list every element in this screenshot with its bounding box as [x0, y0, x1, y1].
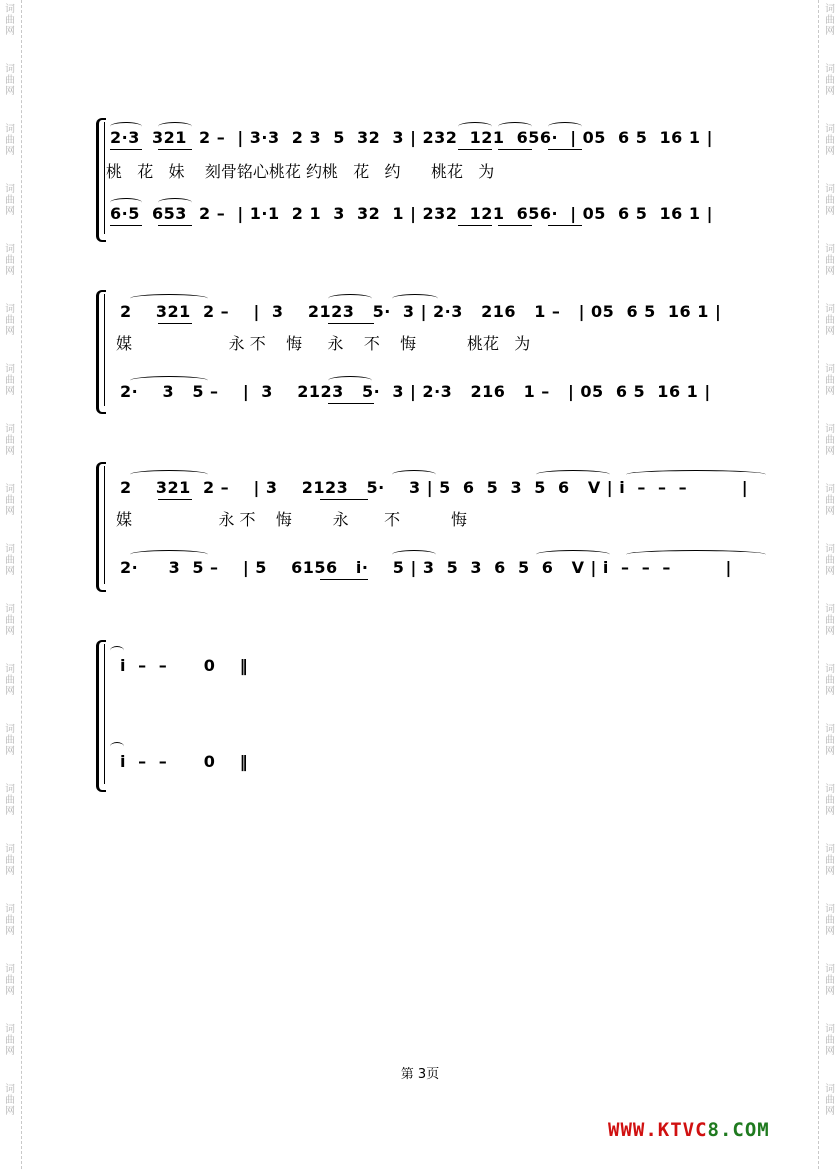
- beam-line: [320, 499, 368, 500]
- slur: [130, 376, 208, 385]
- site-logo[interactable]: [608, 1119, 770, 1141]
- watermark-char: 网: [825, 386, 835, 397]
- watermark-char: 网: [5, 686, 15, 697]
- beam-line: [498, 149, 532, 150]
- page-number: 第 3页: [400, 1067, 440, 1082]
- beam-line: [458, 149, 492, 150]
- watermark-char: 词: [5, 664, 15, 675]
- watermark-char: 曲: [5, 915, 15, 926]
- watermark-char: 曲: [5, 975, 15, 986]
- watermark-char: 网: [825, 1106, 835, 1117]
- watermark-mark: [822, 544, 838, 577]
- beam-line: [158, 323, 192, 324]
- watermark-char: 曲: [825, 675, 835, 686]
- tie: [110, 742, 124, 751]
- site-logo-text: WWW.KTVC: [608, 1119, 708, 1141]
- upper-voice-notes: i – – 0 ‖: [120, 656, 249, 675]
- system-bracket-line: [104, 122, 105, 234]
- watermark-char: 曲: [825, 1035, 835, 1046]
- score-system-2: [96, 290, 776, 412]
- watermark-mark: [2, 304, 18, 337]
- watermark-mark: [2, 784, 18, 817]
- watermark-char: 网: [5, 26, 15, 37]
- site-logo-highlight: 8.COM: [707, 1119, 770, 1141]
- system-bracket-line: [104, 294, 105, 406]
- system-bracket-line: [104, 466, 105, 584]
- watermark-char: 词: [825, 784, 835, 795]
- watermark-mark: [822, 724, 838, 757]
- watermark-mark: [2, 844, 18, 877]
- watermark-mark: [822, 424, 838, 457]
- watermark-mark: [822, 784, 838, 817]
- watermark-char: 曲: [825, 1095, 835, 1106]
- slur: [130, 550, 208, 559]
- watermark-char: 网: [825, 446, 835, 457]
- watermark-char: 词: [825, 844, 835, 855]
- watermark-char: 词: [5, 784, 15, 795]
- watermark-char: 词: [5, 604, 15, 615]
- beam-line: [110, 149, 142, 150]
- watermark-char: 曲: [5, 195, 15, 206]
- watermark-char: 网: [825, 686, 835, 697]
- slur: [130, 470, 208, 479]
- watermark-mark: [822, 184, 838, 217]
- watermark-char: 词: [825, 964, 835, 975]
- watermark-mark: [822, 124, 838, 157]
- lower-voice-notes: 6·5 653 2 – | 1·1 2 1 3 32 1 | 232 121 656· | 05 6 5 16 1 |: [110, 204, 713, 223]
- watermark-char: 曲: [5, 135, 15, 146]
- watermark-char: 曲: [5, 615, 15, 626]
- watermark-char: 网: [5, 866, 15, 877]
- watermark-char: 词: [5, 724, 15, 735]
- score-system-4: [96, 640, 776, 790]
- watermark-char: 网: [5, 1046, 15, 1057]
- watermark-mark: [2, 964, 18, 997]
- watermark-char: 曲: [5, 1095, 15, 1106]
- watermark-mark: [2, 124, 18, 157]
- watermark-mark: [822, 64, 838, 97]
- watermark-char: 网: [825, 146, 835, 157]
- slur: [626, 470, 766, 479]
- watermark-char: 曲: [5, 255, 15, 266]
- slur: [130, 294, 208, 303]
- slur: [536, 470, 610, 479]
- beam-line: [320, 579, 368, 580]
- watermark-char: 曲: [825, 135, 835, 146]
- watermark-char: 网: [5, 326, 15, 337]
- watermark-char: 网: [825, 566, 835, 577]
- watermark-char: 词: [5, 364, 15, 375]
- watermark-char: 词: [825, 184, 835, 195]
- watermark-char: 词: [5, 904, 15, 915]
- slur: [626, 550, 766, 559]
- watermark-char: 曲: [5, 675, 15, 686]
- score-system-1: [96, 118, 776, 240]
- watermark-mark: [822, 964, 838, 997]
- watermark-mark: [2, 544, 18, 577]
- slur: [328, 376, 372, 385]
- slur: [392, 550, 436, 559]
- watermark-char: 词: [825, 64, 835, 75]
- watermark-mark: [822, 604, 838, 637]
- watermark-char: 词: [825, 244, 835, 255]
- watermark-char: 词: [825, 364, 835, 375]
- watermark-mark: [822, 304, 838, 337]
- slur: [328, 294, 372, 303]
- watermark-char: 词: [825, 124, 835, 135]
- watermark-char: 曲: [825, 435, 835, 446]
- watermark-mark: [822, 664, 838, 697]
- score-system-3: [96, 462, 776, 590]
- watermark-char: 网: [825, 1046, 835, 1057]
- left-page-border: [21, 0, 22, 1169]
- watermark-mark: [822, 1024, 838, 1057]
- watermark-char: 词: [5, 484, 15, 495]
- watermark-char: 网: [825, 506, 835, 517]
- watermark-char: 词: [5, 424, 15, 435]
- slur: [110, 198, 142, 207]
- slur: [498, 122, 532, 131]
- slur: [158, 198, 192, 207]
- watermark-char: 曲: [825, 315, 835, 326]
- watermark-mark: [2, 244, 18, 277]
- watermark-char: 词: [825, 724, 835, 735]
- watermark-char: 曲: [825, 855, 835, 866]
- watermark-char: 曲: [825, 255, 835, 266]
- watermark-char: 曲: [5, 735, 15, 746]
- watermark-char: 曲: [825, 555, 835, 566]
- watermark-char: 词: [5, 184, 15, 195]
- watermark-char: 曲: [825, 375, 835, 386]
- beam-line: [110, 225, 142, 226]
- watermark-mark: [2, 904, 18, 937]
- slur: [110, 122, 142, 131]
- watermark-char: 词: [5, 844, 15, 855]
- lyrics-line: 媒 永 不 悔 永 不 悔: [116, 510, 468, 529]
- watermark-mark: [822, 1084, 838, 1117]
- watermark-mark: [2, 424, 18, 457]
- watermark-char: 曲: [825, 615, 835, 626]
- watermark-char: 曲: [825, 195, 835, 206]
- watermark-char: 网: [5, 386, 15, 397]
- watermark-char: 曲: [825, 735, 835, 746]
- watermark-char: 网: [825, 206, 835, 217]
- watermark-char: 曲: [5, 15, 15, 26]
- watermark-char: 词: [825, 1024, 835, 1035]
- watermark-mark: [2, 4, 18, 37]
- upper-voice-notes: 2 321 2 – | 3 2123 5· 3 | 5 6 5 3 5 6 V | i – – – |: [120, 478, 749, 497]
- watermark-char: 网: [5, 1106, 15, 1117]
- watermark-char: 曲: [825, 495, 835, 506]
- beam-line: [498, 225, 532, 226]
- slur: [536, 550, 610, 559]
- watermark-mark: [822, 904, 838, 937]
- watermark-mark: [2, 484, 18, 517]
- watermark-char: 网: [5, 926, 15, 937]
- watermark-char: 词: [825, 664, 835, 675]
- slur: [158, 122, 192, 131]
- right-page-border: [818, 0, 819, 1169]
- watermark-char: 词: [5, 244, 15, 255]
- slur: [392, 470, 436, 479]
- watermark-mark: [2, 604, 18, 637]
- watermark-char: 网: [825, 746, 835, 757]
- system-bracket-line: [104, 644, 105, 784]
- watermark-char: 词: [5, 304, 15, 315]
- beam-line: [328, 403, 374, 404]
- watermark-char: 网: [825, 806, 835, 817]
- watermark-char: 曲: [825, 75, 835, 86]
- watermark-char: 网: [825, 626, 835, 637]
- beam-line: [458, 225, 492, 226]
- watermark-mark: [2, 664, 18, 697]
- watermark-char: 网: [5, 806, 15, 817]
- watermark-mark: [822, 844, 838, 877]
- slur: [392, 294, 438, 303]
- watermark-char: 曲: [5, 495, 15, 506]
- beam-line: [158, 149, 192, 150]
- watermark-char: 网: [5, 86, 15, 97]
- watermark-char: 词: [825, 4, 835, 15]
- watermark-mark: [822, 484, 838, 517]
- slur: [548, 122, 582, 131]
- watermark-char: 网: [5, 566, 15, 577]
- watermark-char: 曲: [5, 435, 15, 446]
- watermark-char: 网: [5, 206, 15, 217]
- watermark-char: 曲: [825, 975, 835, 986]
- watermark-char: 词: [825, 484, 835, 495]
- watermark-mark: [2, 364, 18, 397]
- watermark-char: 曲: [825, 795, 835, 806]
- watermark-mark: [822, 4, 838, 37]
- watermark-char: 网: [825, 266, 835, 277]
- watermark-char: 网: [825, 986, 835, 997]
- upper-voice-notes: 2·3 321 2 – | 3·3 2 3 5 32 3 | 232 121 656· | 05 6 5 16 1 |: [110, 128, 713, 147]
- beam-line: [548, 149, 582, 150]
- lyrics-line: 媒 永 不 悔 永 不 悔 桃花 为: [116, 334, 531, 353]
- watermark-char: 曲: [5, 555, 15, 566]
- watermark-mark: [2, 64, 18, 97]
- watermark-char: 词: [5, 124, 15, 135]
- lower-voice-notes: 2· 3 5 – | 3 2123 5· 3 | 2·3 216 1 – | 05 6 5 16 1 |: [120, 382, 711, 401]
- watermark-char: 曲: [5, 75, 15, 86]
- watermark-char: 词: [825, 424, 835, 435]
- watermark-mark: [822, 244, 838, 277]
- watermark-char: 网: [825, 866, 835, 877]
- watermark-char: 曲: [5, 855, 15, 866]
- watermark-mark: [2, 184, 18, 217]
- watermark-char: 网: [5, 746, 15, 757]
- beam-line: [158, 499, 192, 500]
- beam-line: [548, 225, 582, 226]
- watermark-char: 网: [825, 86, 835, 97]
- watermark-char: 曲: [5, 375, 15, 386]
- watermark-char: 词: [5, 544, 15, 555]
- watermark-char: 词: [825, 304, 835, 315]
- watermark-char: 词: [5, 964, 15, 975]
- lower-voice-notes: 2· 3 5 – | 5 6156 i· 5 | 3 5 3 6 5 6 V | i – – – |: [120, 558, 732, 577]
- watermark-char: 网: [825, 326, 835, 337]
- watermark-mark: [2, 724, 18, 757]
- watermark-char: 曲: [5, 315, 15, 326]
- watermark-char: 网: [825, 926, 835, 937]
- watermark-char: 网: [5, 146, 15, 157]
- slur: [458, 122, 492, 131]
- watermark-char: 网: [5, 506, 15, 517]
- watermark-char: 曲: [5, 795, 15, 806]
- lower-voice-notes: i – – 0 ‖: [120, 752, 249, 771]
- watermark-char: 词: [5, 64, 15, 75]
- watermark-char: 曲: [825, 915, 835, 926]
- watermark-char: 曲: [5, 1035, 15, 1046]
- beam-line: [158, 225, 192, 226]
- watermark-mark: [822, 364, 838, 397]
- watermark-char: 词: [825, 904, 835, 915]
- lyrics-line: 桃 花 妹 刻骨铭心桃花 约桃 花 约 桃花 为: [106, 162, 495, 181]
- watermark-char: 网: [5, 986, 15, 997]
- beam-line: [328, 323, 374, 324]
- watermark-char: 网: [825, 26, 835, 37]
- watermark-char: 网: [5, 446, 15, 457]
- watermark-char: 词: [825, 1084, 835, 1095]
- watermark-char: 曲: [825, 15, 835, 26]
- watermark-char: 词: [825, 604, 835, 615]
- watermark-char: 网: [5, 626, 15, 637]
- watermark-char: 词: [825, 544, 835, 555]
- watermark-char: 网: [5, 266, 15, 277]
- upper-voice-notes: 2 321 2 – | 3 2123 5· 3 | 2·3 216 1 – | 05 6 5 16 1 |: [120, 302, 722, 321]
- watermark-char: 词: [5, 1024, 15, 1035]
- watermark-mark: [2, 1084, 18, 1117]
- watermark-mark: [2, 1024, 18, 1057]
- watermark-char: 词: [5, 4, 15, 15]
- tie: [110, 646, 124, 655]
- watermark-char: 词: [5, 1084, 15, 1095]
